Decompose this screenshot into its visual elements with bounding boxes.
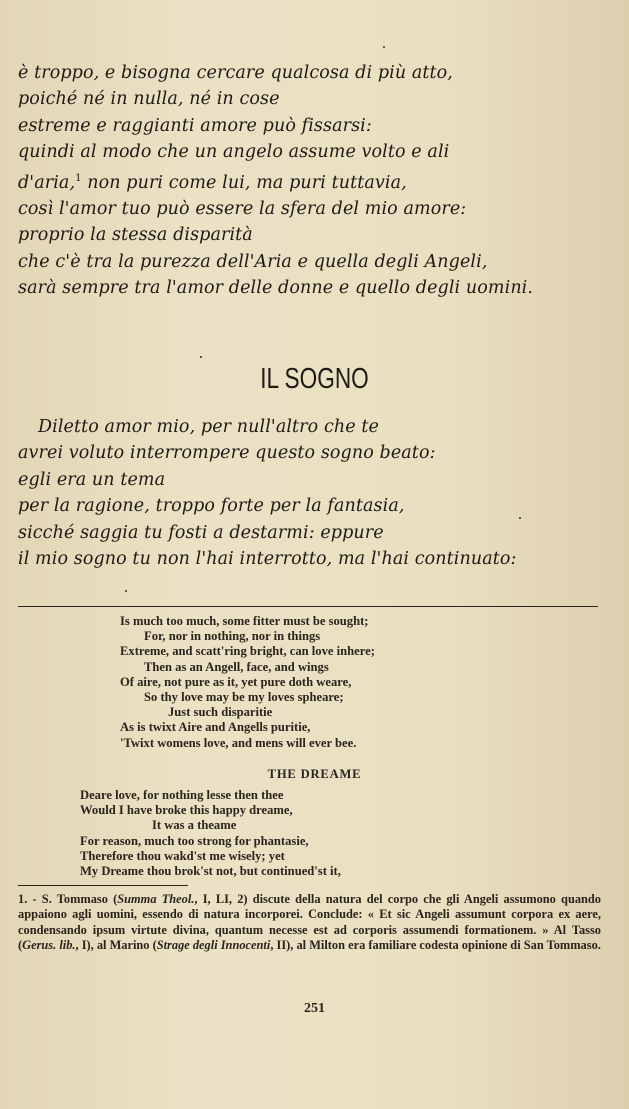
italian-line-end: non puri come lui, ma puri tuttavia, xyxy=(81,172,407,193)
italian-translation-top xyxy=(18,60,533,301)
english-poem-line: Therefore thou wakd'st me wisely; yet xyxy=(80,848,285,863)
english-line: Is much too much, some fitter must be sought; xyxy=(120,614,369,628)
footnote-citation: Summa Theol. xyxy=(117,892,195,906)
english-poem-line: Would I have broke this happy dreame, xyxy=(80,803,293,818)
italian-poem xyxy=(18,414,517,572)
english-line: As is twixt Aire and Angells puritie, xyxy=(120,720,311,735)
english-poem-line: My Dreame thou brok'st not, but continued'st it, xyxy=(80,864,341,879)
italian-line: poiché né in nulla, né in cose xyxy=(18,89,280,110)
italian-poem-line: avrei voluto interrompere questo sogno beato: xyxy=(18,443,436,464)
english-poem-title: THE DREAME xyxy=(267,767,362,781)
footnote-rule xyxy=(18,885,188,886)
english-poem-line: It was a theame xyxy=(152,818,237,833)
footnote-citation: Gerus. lib. xyxy=(22,937,76,952)
english-line: So thy love may be my loves spheare; xyxy=(144,690,344,705)
print-speck xyxy=(200,356,202,358)
italian-line: è troppo, e bisogna cercare qualcosa di più atto, xyxy=(18,63,453,83)
italian-poem-line: egli era un tema xyxy=(18,469,166,490)
footnote-marker: 1 xyxy=(75,172,82,184)
footnote-text: , I, LI, 2) discute della natura del corpo che gli Angeli assumono quando appaiono agli uomini, essendo di natura incorporei. Conclude: « Et sic Angeli assumunt corpora ex aere, condensando ipsum virtute divina, quantum necesse est ad corporis assumendi formationem. » Al Tasso ( xyxy=(18,892,602,952)
english-line: Of aire, not pure as it, yet pure doth weare, xyxy=(120,674,352,689)
italian-line: proprio la stessa disparità xyxy=(18,225,253,246)
footnote-text: , I), al Marino ( xyxy=(75,937,157,952)
italian-line: quindi al modo che un angelo assume volto e ali xyxy=(18,142,450,163)
italian-poem-line: sicché saggia tu fosti a destarmi: eppure xyxy=(18,522,384,543)
italian-line-start: d'aria, xyxy=(18,172,76,193)
english-poem-line: For reason, much too strong for phantasie, xyxy=(80,833,309,848)
english-original-top xyxy=(120,614,375,751)
footnote-citation: Strage degli Innocenti xyxy=(156,937,271,952)
english-line: Then as an Angell, face, and wings xyxy=(144,659,329,674)
poem-title: IL SOGNO xyxy=(260,363,369,395)
print-speck xyxy=(125,590,127,592)
english-poem-line: Deare love, for nothing lesse then thee xyxy=(80,788,284,802)
english-line: Extreme, and scatt'ring bright, can love inhere; xyxy=(120,644,375,659)
footnote-text: , II), al Milton era familiare codesta opinione di San Tommaso. xyxy=(270,937,601,952)
italian-poem-line: il mio sogno tu non l'hai interrotto, ma l'hai continuato: xyxy=(18,549,517,570)
italian-line: così l'amor tuo può essere la sfera del mio amore: xyxy=(18,198,467,219)
italian-poem-line: per la ragione, troppo forte per la fantasia, xyxy=(18,496,405,517)
english-line: For, nor in nothing, nor in things xyxy=(144,629,321,644)
page-number: 251 xyxy=(304,1001,325,1016)
italian-line: estreme e raggianti amore può fissarsi: xyxy=(18,115,372,136)
italian-poem-line: Diletto amor mio, per null'altro che te xyxy=(38,417,379,437)
english-poem xyxy=(80,788,341,879)
print-speck xyxy=(383,46,385,48)
footnote-text: 1. - S. Tommaso ( xyxy=(18,892,118,906)
footnote xyxy=(18,892,601,953)
italian-line: che c'è tra la purezza dell'Aria e quella degli Angeli, xyxy=(18,251,488,272)
english-line: Just such disparitie xyxy=(168,705,273,720)
english-line: 'Twixt womens love, and mens will ever bee. xyxy=(120,735,357,750)
print-speck xyxy=(519,517,521,519)
italian-line xyxy=(18,166,533,196)
divider-rule xyxy=(18,606,598,607)
italian-line: sarà sempre tra l'amor delle donne e quello degli uomini. xyxy=(18,278,534,299)
